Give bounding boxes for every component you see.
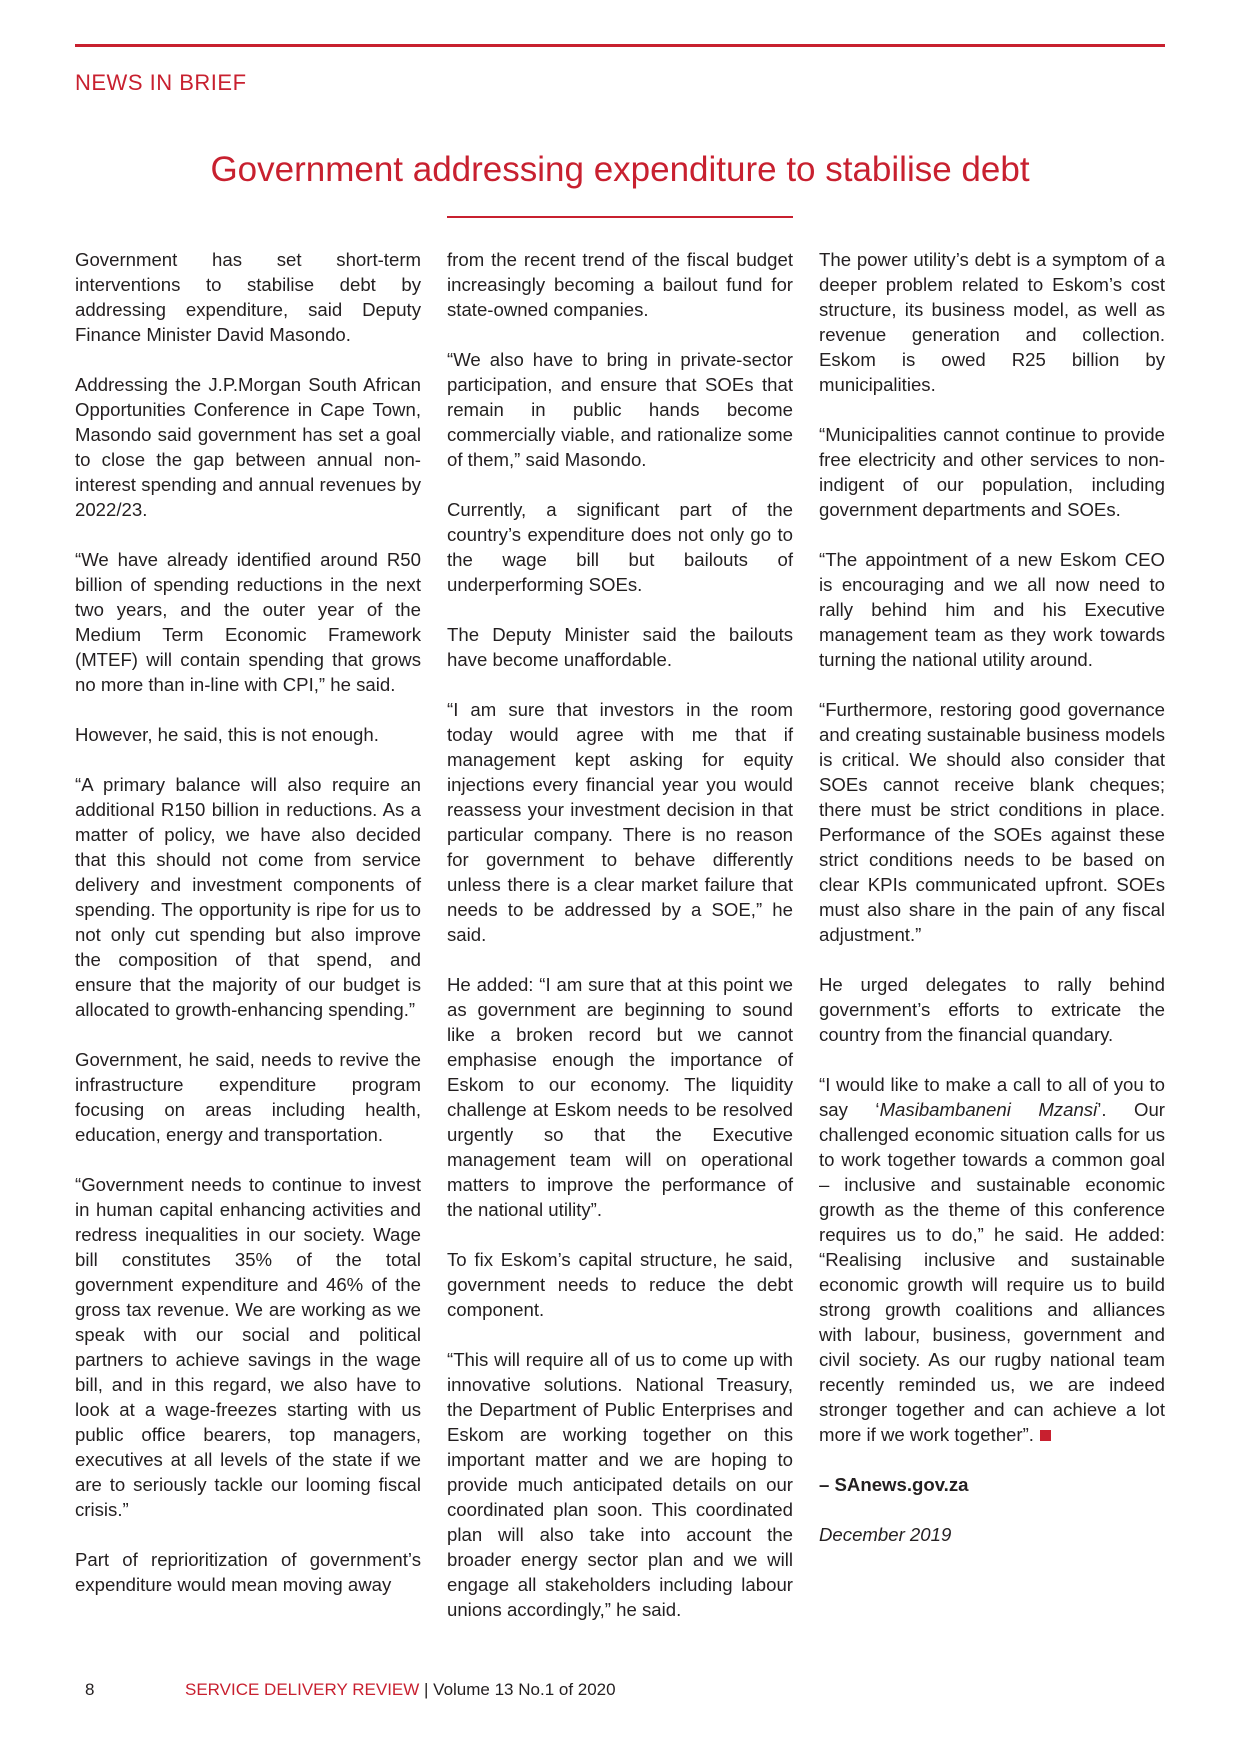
paragraph: Part of reprioritization of government’s expenditure would mean moving away	[75, 1549, 421, 1595]
paragraph: “Government needs to continue to invest in human capital enhancing activities and redress inequalities in our society. Wage bill constitutes 35% of the total government expenditure and 46% of the gross tax revenue. We are working as we speak with our social and political partners to achieve savings in the wage bill, and in this regard, we also have to look at a wage-freezes starting with us public office bearers, top managers, executives at all levels of the state if we are to seriously tackle our looming fiscal crisis.”	[75, 1174, 421, 1520]
paragraph: He urged delegates to rally behind government’s efforts to extricate the country from the financial quandary.	[819, 974, 1165, 1045]
section-label: NEWS IN BRIEF	[75, 70, 247, 95]
page-footer	[85, 1680, 616, 1700]
top-rule	[75, 44, 1165, 47]
paragraph: “Furthermore, restoring good governance and creating sustainable business models is critical. We should also consider that SOEs cannot receive blank cheques; there must be strict conditions in place. Performance of the SOEs against these strict conditions needs to be based on clear KPIs communicated upfront. SOEs must also share in the pain of any fiscal adjustment.”	[819, 699, 1165, 945]
article-date: December 2019	[819, 1524, 952, 1545]
paragraph: Government, he said, needs to revive the infrastructure expenditure program focusing on areas including health, education, energy and transportation.	[75, 1049, 421, 1145]
magazine-name: SERVICE DELIVERY REVIEW	[185, 1680, 420, 1699]
paragraph: “We also have to bring in private-sector participation, and ensure that SOEs that remain in public hands become commercially viable, and rationalize some of them,” said Masondo.	[447, 349, 793, 470]
end-mark-icon	[1040, 1430, 1051, 1441]
paragraph: “We have already identified around R50 billion of spending reductions in the next two years, and the outer year of the Medium Term Economic Framework (MTEF) will contain spending that grows no more than in-line with CPI,” he said.	[75, 549, 421, 695]
paragraph: He added: “I am sure that at this point we as government are beginning to sound like a broken record but we cannot emphasise enough the importance of Eskom to our economy. The liquidity challenge at Eskom needs to be resolved urgently so that the Executive management team will on operational matters to improve the performance of the national utility”.	[447, 974, 793, 1220]
paragraph: Government has set short-term interventions to stabilise debt by addressing expenditure, said Deputy Finance Minister David Masondo.	[75, 249, 421, 345]
paragraph: The Deputy Minister said the bailouts have become unaffordable.	[447, 624, 793, 670]
page-number: 8	[85, 1680, 95, 1699]
paragraph: Addressing the J.P.Morgan South African Opportunities Conference in Cape Town, Masondo said government has set a goal to close the gap between annual non-interest spending and annual revenues by 2022/23.	[75, 374, 421, 520]
article-column-2	[447, 247, 793, 1647]
headline: Government addressing expenditure to stabilise debt	[210, 150, 1030, 189]
paragraph: from the recent trend of the fiscal budget increasingly becoming a bailout fund for state-owned companies.	[447, 249, 793, 320]
source-credit: – SAnews.gov.za	[819, 1474, 969, 1495]
paragraph: “The appointment of a new Eskom CEO is encouraging and we all now need to rally behind him and his Executive management team as they work towards turning the national utility around.	[819, 549, 1165, 670]
closing-paragraph: “I would like to make a call to all of you to say ‘Masibambaneni Mzansi’. Our challenged economic situation calls for us to work together towards a common goal – inclusive and sustainable economic growth as the theme of this conference requires us to do,” he said. He added: “Realising inclusive and sustainable economic growth will require us to build strong growth coalitions and alliances with labour, business, government and civil society. As our rugby national team recently reminded us, we are indeed stronger together and can achieve a lot more if we work together”.	[819, 1074, 1166, 1445]
paragraph: To fix Eskom’s capital structure, he said, government needs to reduce the debt component.	[447, 1249, 793, 1320]
paragraph: “I am sure that investors in the room today would agree with me that if management kept asking for equity injections every financial year you would reassess your investment decision in that particular company. There is no reason for government to behave differently unless there is a clear market failure that needs to be addressed by a SOE,” he said.	[447, 699, 793, 945]
issue-info: | Volume 13 No.1 of 2020	[419, 1680, 616, 1699]
paragraph: “A primary balance will also require an additional R150 billion in reductions. As a matter of policy, we have also decided that this should not come from service delivery and investment components of spending. The opportunity is ripe for us to not only cut spending but also improve the composition of that spend, and ensure that the majority of our budget is allocated to growth-enhancing spending.”	[75, 774, 421, 1020]
article-column-3	[819, 247, 1165, 1572]
paragraph: “Municipalities cannot continue to provide free electricity and other services to non-indigent of our population, including government departments and SOEs.	[819, 424, 1165, 520]
paragraph: The power utility’s debt is a symptom of a deeper problem related to Eskom’s cost structure, its business model, as well as revenue generation and collection. Eskom is owed R25 billion by municipalities.	[819, 249, 1165, 395]
phrase-italic: Masibambaneni Mzansi	[879, 1099, 1098, 1120]
paragraph: However, he said, this is not enough.	[75, 724, 379, 745]
paragraph: Currently, a significant part of the country’s expenditure does not only go to the wage bill but bailouts of underperforming SOEs.	[447, 499, 793, 595]
article-column-1	[75, 247, 421, 1622]
paragraph: “This will require all of us to come up with innovative solutions. National Treasury, the Department of Public Enterprises and Eskom are working together on this important matter and we are hoping to provide much anticipated details on our coordinated plan soon. This coordinated plan will also take into account the broader energy sector plan and we will engage all stakeholders including labour unions accordingly,” he said.	[447, 1349, 793, 1620]
title-rule	[447, 216, 793, 218]
